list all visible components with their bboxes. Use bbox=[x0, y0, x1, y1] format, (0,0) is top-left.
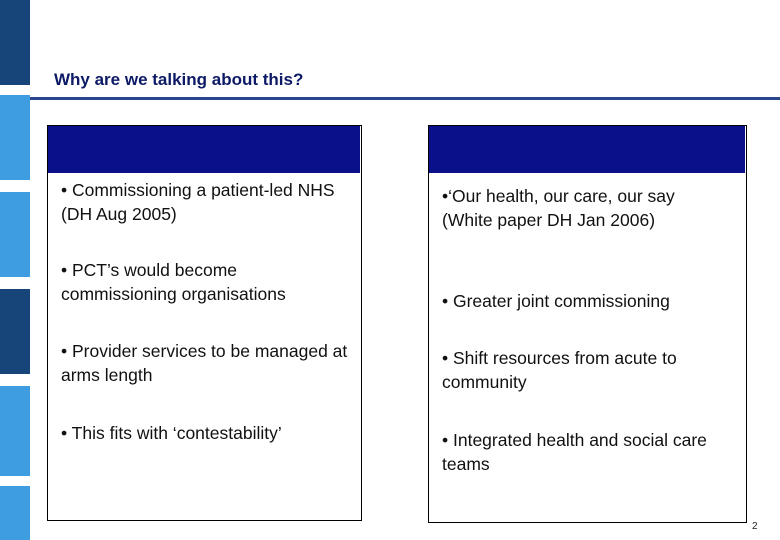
right-panel-header bbox=[429, 126, 745, 173]
sidebar-block-3 bbox=[0, 192, 30, 277]
left-panel-header bbox=[48, 126, 360, 173]
page-number: 2 bbox=[752, 521, 758, 532]
sidebar-block-2 bbox=[0, 95, 30, 180]
slide-title: Why are we talking about this? bbox=[54, 70, 304, 89]
sidebar-block-1 bbox=[0, 0, 30, 85]
right-bullet-2: • Greater joint commissioning bbox=[442, 291, 670, 311]
title-divider bbox=[30, 97, 780, 100]
left-bullet-4: • This fits with ‘contestability’ bbox=[61, 423, 282, 443]
left-bullet-3: • Provider services to be managed at arms length bbox=[61, 341, 348, 385]
right-bullet-4: • Integrated health and social care teams bbox=[442, 430, 707, 474]
left-bullet-1: • Commissioning a patient-led NHS (DH Aug 2005) bbox=[61, 180, 335, 224]
right-bullet-3: • Shift resources from acute to community bbox=[442, 348, 677, 392]
sidebar-block-5 bbox=[0, 386, 30, 476]
sidebar-block-4 bbox=[0, 289, 30, 374]
left-bullet-2: • PCT’s would become commissioning organisations bbox=[61, 260, 286, 304]
right-bullet-1: •‘Our health, our care, our say (White paper DH Jan 2006) bbox=[442, 186, 675, 230]
sidebar-block-6 bbox=[0, 486, 30, 540]
